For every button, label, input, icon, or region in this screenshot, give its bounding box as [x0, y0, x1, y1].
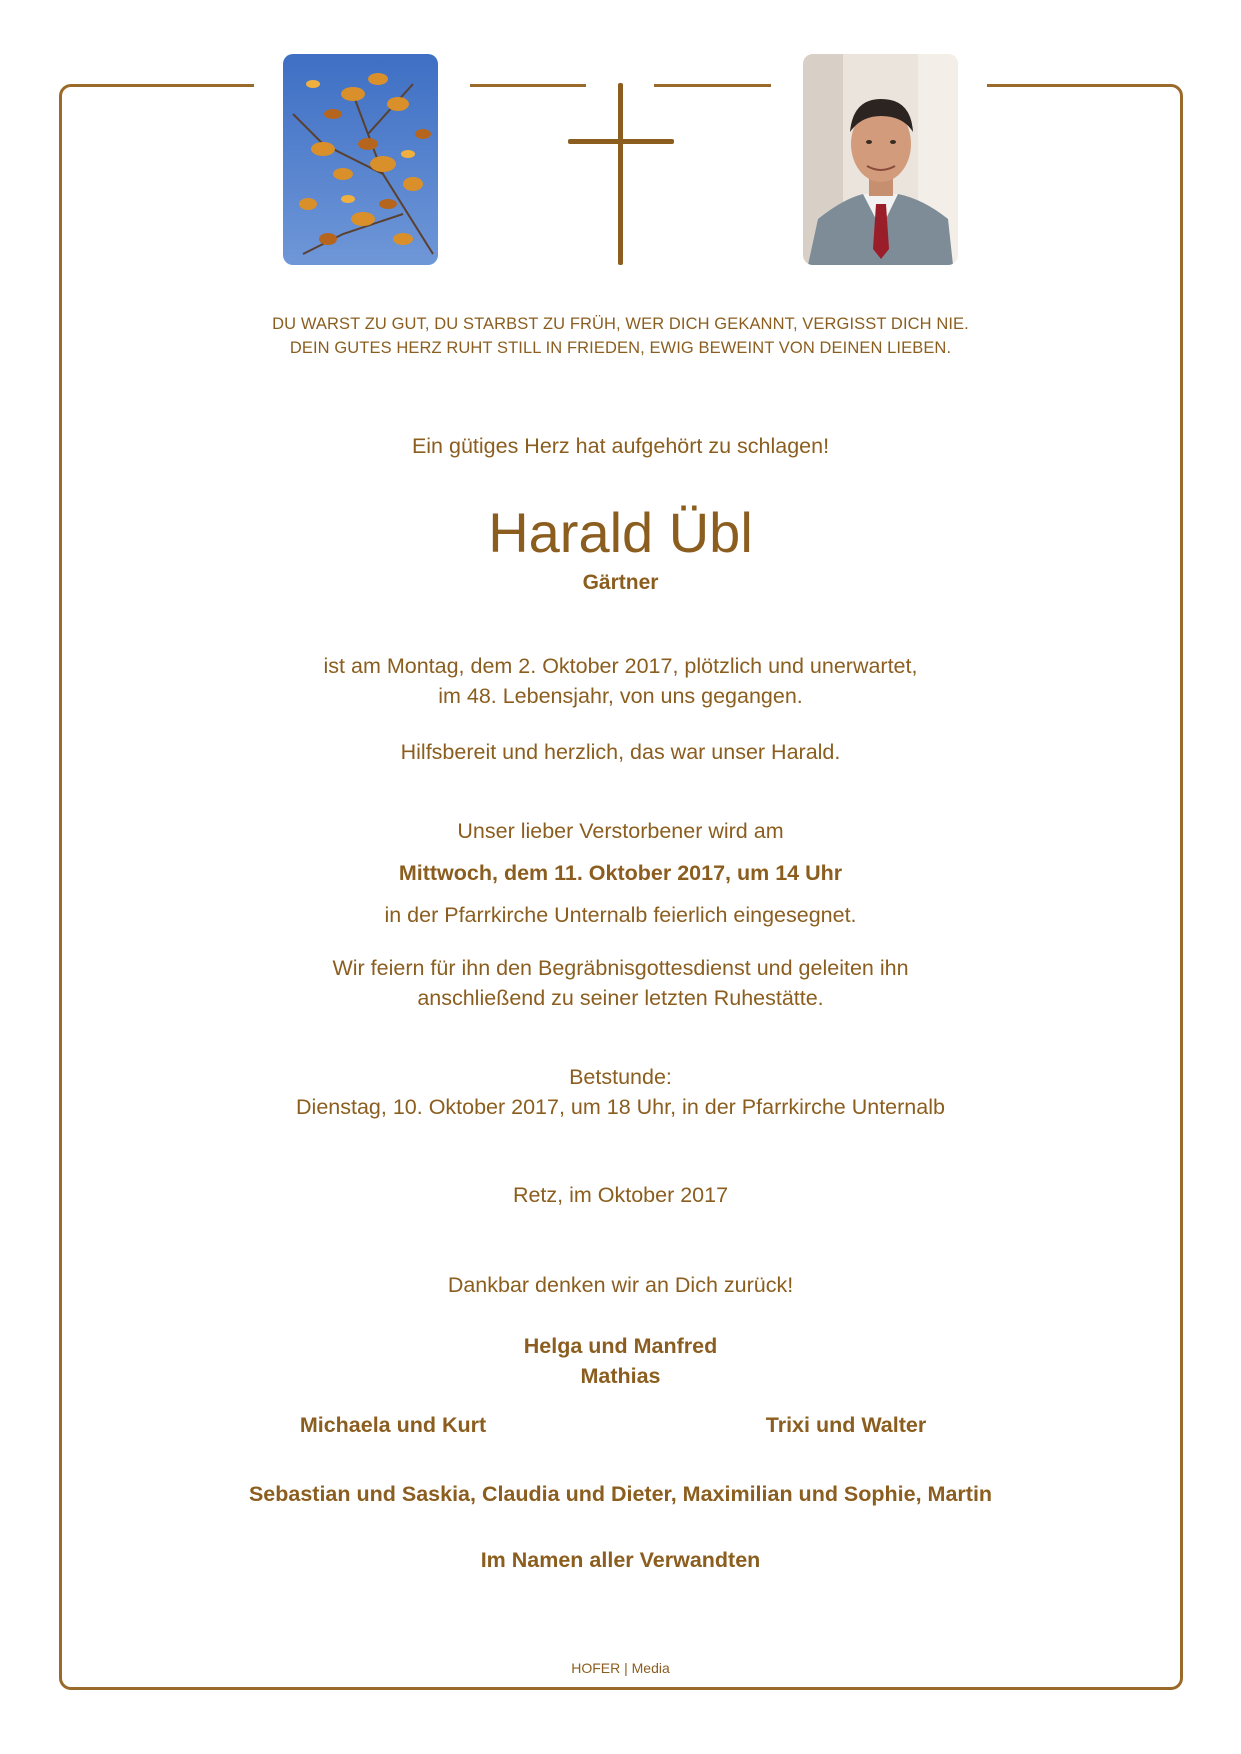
service-line-1: Wir feiern für ihn den Begräbnisgottesdienst und geleiten ihn	[332, 956, 909, 980]
motto-line-2: DEIN GUTES HERZ RUHT STILL IN FRIEDEN, EWIG BEWEINT VON DEINEN LIEBEN.	[289, 339, 952, 357]
cross-icon	[618, 83, 623, 265]
cross-icon-bar	[568, 139, 674, 144]
service-line-2: anschließend zu seiner letzten Ruhestätte.	[417, 986, 824, 1010]
mourners-right: Trixi und Walter	[765, 1413, 927, 1437]
place-date: Retz, im Oktober 2017	[512, 1183, 729, 1207]
prayer-details: Dienstag, 10. Oktober 2017, um 18 Uhr, in der Pfarrkirche Unternalb	[296, 1095, 945, 1119]
deceased-name: Harald Übl	[488, 501, 753, 564]
prayer-label: Betstunde:	[569, 1065, 672, 1089]
death-line-1: ist am Montag, dem 2. Oktober 2017, plötzlich und unerwartet,	[323, 654, 918, 678]
mourners-children: Sebastian und Saskia, Claudia und Dieter, Maximilian und Sophie, Martin	[248, 1482, 993, 1506]
mourners-parents: Helga und Manfred	[523, 1334, 718, 1358]
footer-brand	[0, 1660, 1241, 1676]
portrait-photo	[803, 54, 958, 265]
funeral-place: in der Pfarrkirche Unternalb feierlich eingesegnet.	[384, 903, 857, 927]
autumn-leaves-photo	[283, 54, 438, 265]
footer-brand-suffix: Media	[631, 1660, 670, 1676]
deceased-profession: Gärtner	[582, 571, 659, 594]
funeral-datetime: Mittwoch, dem 11. Oktober 2017, um 14 Uhr	[398, 861, 843, 885]
mourners-closing: Im Namen aller Verwandten	[480, 1548, 761, 1572]
thanks-text: Dankbar denken wir an Dich zurück!	[447, 1273, 794, 1297]
mourners-left: Michaela und Kurt	[299, 1413, 487, 1437]
tribute-text: Hilfsbereit und herzlich, das war unser Harald.	[400, 740, 841, 764]
footer-brand-name: HOFER	[571, 1660, 621, 1676]
footer-separator: |	[624, 1660, 628, 1676]
motto-line-1: DU WARST ZU GUT, DU STARBST ZU FRÜH, WER DICH GEKANNT, VERGISST DICH NIE.	[272, 315, 969, 333]
intro-text: Ein gütiges Herz hat aufgehört zu schlagen!	[411, 434, 830, 458]
death-line-2: im 48. Lebensjahr, von uns gegangen.	[438, 684, 803, 708]
funeral-intro: Unser lieber Verstorbener wird am	[457, 819, 784, 843]
mourners-sibling: Mathias	[580, 1364, 661, 1388]
